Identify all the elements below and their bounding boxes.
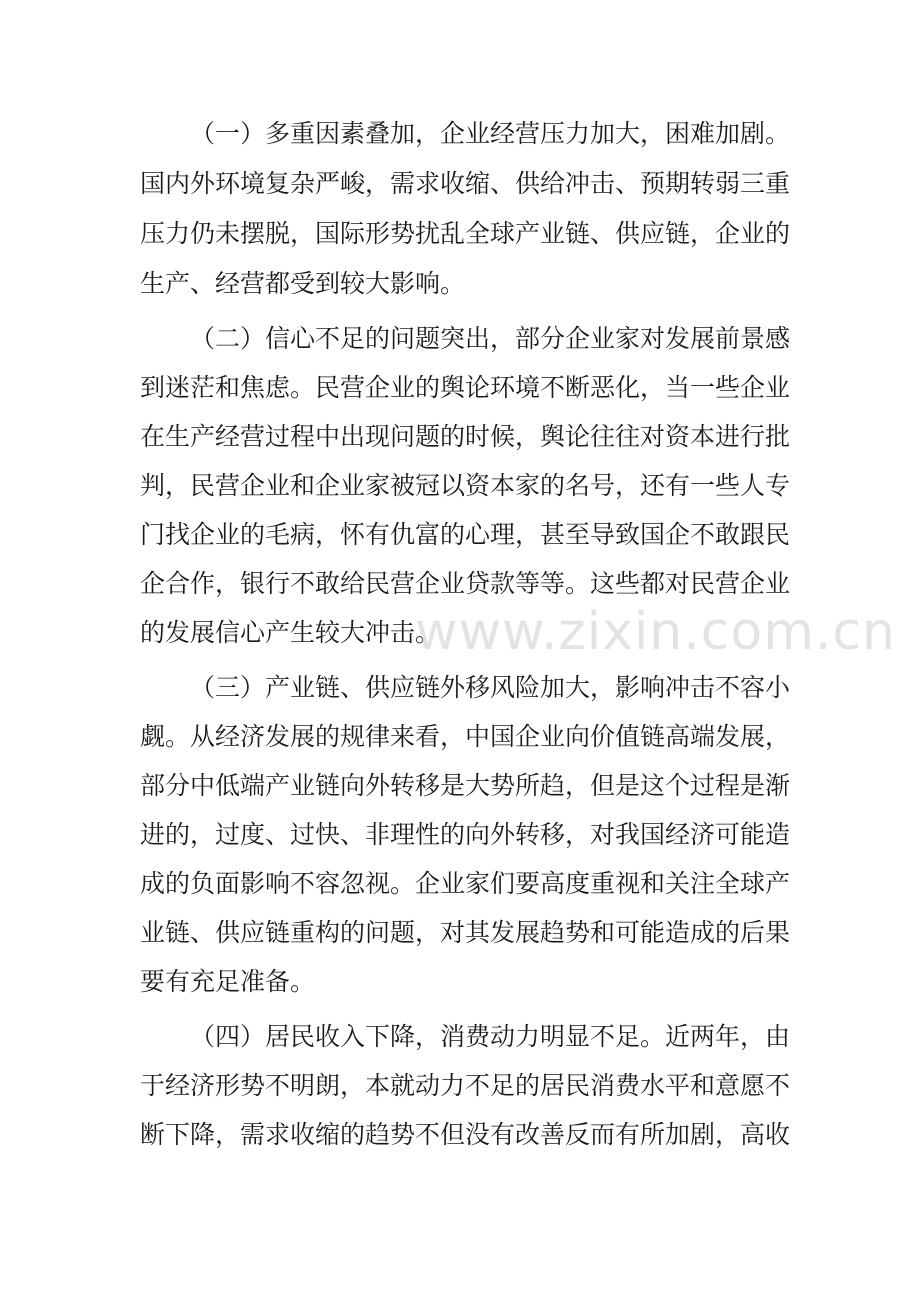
paragraph-2-line-1: （二）信心不足的问题突出，部分企业家对发展前景感 — [190, 324, 791, 353]
paragraph-1-line-3: 压力仍未摆脱，国际形势扰乱全球产业链、供应链，企业的 — [140, 219, 791, 248]
watermark: www.zixin.com.cn — [415, 602, 896, 662]
paragraph-1-line-4: 生产、经营都受到较大影响。 — [140, 269, 466, 298]
paragraph-3-line-3: 部分中低端产业链向外转移是大势所趋，但是这个过程是渐 — [140, 771, 791, 800]
paragraph-4-line-1: （四）居民收入下降，消费动力明显不足。近两年，由 — [190, 1022, 791, 1051]
paragraph-2-line-3: 在生产经营过程中出现问题的时候，舆论往往对资本进行批 — [140, 422, 791, 451]
paragraph-2-line-7: 的发展信心产生较大冲击。 — [140, 618, 441, 647]
paragraph-2-line-2: 到迷茫和焦虑。民营企业的舆论环境不断恶化，当一些企业 — [140, 373, 791, 402]
paragraph-3-line-1: （三）产业链、供应链外移风险加大，影响冲击不容小 — [190, 673, 791, 702]
paragraph-2-line-5: 门找企业的毛病，怀有仇富的心理，甚至导致国企不敢跟民 — [140, 520, 791, 549]
paragraph-3-line-4: 进的，过度、过快、非理性的向外转移，对我国经济可能造 — [140, 820, 791, 849]
paragraph-2-line-4: 判，民营企业和企业家被冠以资本家的名号，还有一些人专 — [140, 471, 791, 500]
paragraph-1-line-1: （一）多重因素叠加，企业经营压力加大，困难加剧。 — [190, 119, 791, 148]
paragraph-4-line-2: 于经济形势不明朗，本就动力不足的居民消费水平和意愿不 — [140, 1071, 791, 1100]
paragraph-3-line-2: 觑。从经济发展的规律来看，中国企业向价值链高端发展， — [140, 722, 791, 751]
paragraph-3-line-5: 成的负面影响不容忽视。企业家们要高度重视和关注全球产 — [140, 869, 791, 898]
paragraph-3-line-6: 业链、供应链重构的问题，对其发展趋势和可能造成的后果 — [140, 918, 791, 947]
paragraph-4-line-3: 断下降，需求收缩的趋势不但没有改善反而有所加剧，高收 — [140, 1120, 791, 1149]
paragraph-2-line-6: 企合作，银行不敢给民营企业贷款等等。这些都对民营企业 — [140, 569, 791, 598]
paragraph-3-line-7: 要有充足准备。 — [140, 967, 316, 996]
paragraph-1-line-2: 国内外环境复杂严峻，需求收缩、供给冲击、预期转弱三重 — [140, 169, 791, 198]
